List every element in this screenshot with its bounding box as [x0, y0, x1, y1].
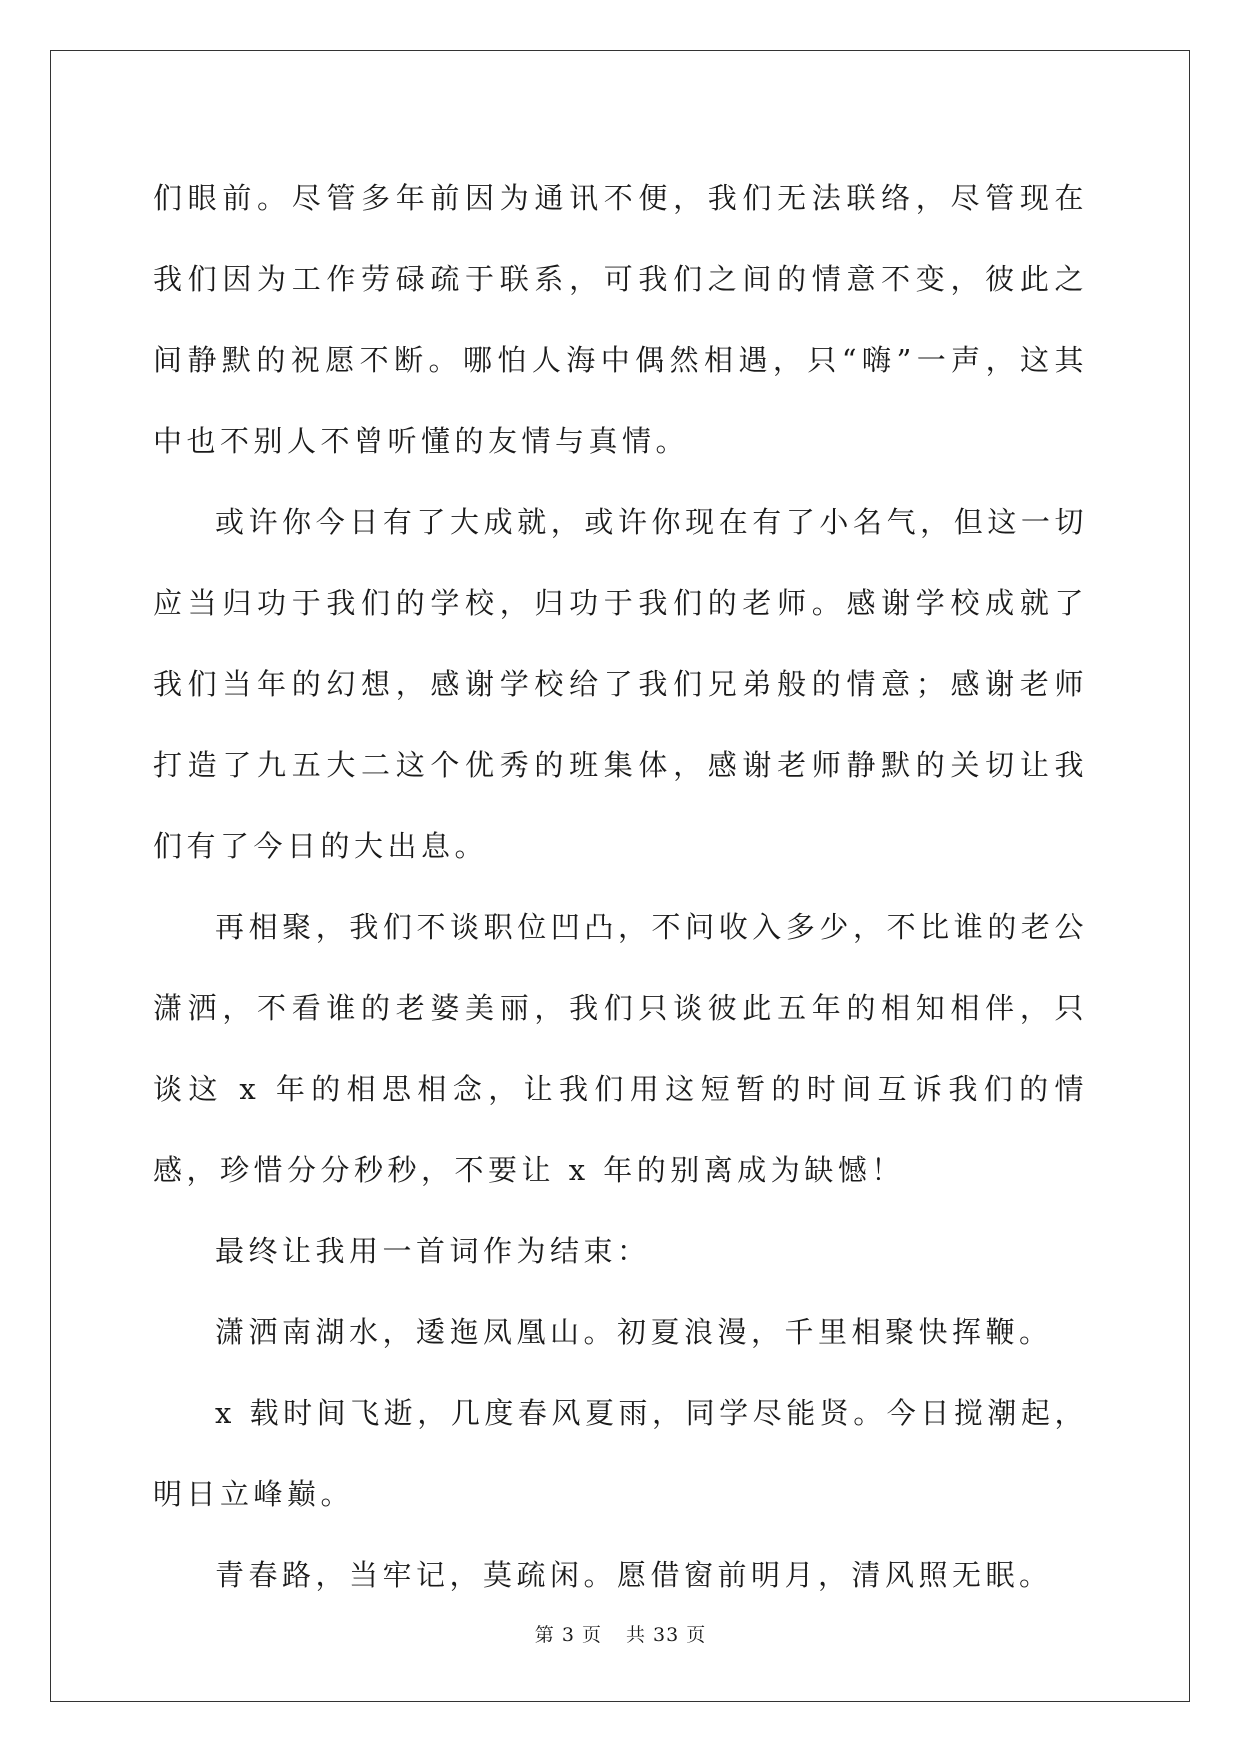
page-footer — [0, 1620, 1241, 1647]
paragraph-6: x 载时间飞逝，几度春风夏雨，同学尽能贤。今日搅潮起，明日立峰巅。 — [153, 1396, 1088, 1511]
paragraph-4: 最终让我用一首词作为结束： — [215, 1234, 651, 1268]
paragraph-1: 们眼前。尽管多年前因为通讯不便，我们无法联络，尽管现在我们因为工作劳碌疏于联系，可我们之间的情意不变，彼此之间静默的祝愿不断。哪怕人海中偶然相遇，只“嗨”一声，这其中也不别人不曾听懂的友情与真情。 — [153, 181, 1088, 458]
page-number: 第 3 页 — [534, 1624, 602, 1646]
document-body — [153, 158, 1088, 1616]
paragraph-2: 或许你今日有了大成就，或许你现在有了小名气，但这一切应当归功于我们的学校，归功于我们的老师。感谢学校成就了我们当年的幻想，感谢学校给了我们兄弟般的情意；感谢老师打造了九五大二这个优秀的班集体，感谢老师静默的关切让我们有了今日的大出息。 — [153, 505, 1088, 863]
page-total: 共 33 页 — [625, 1624, 707, 1646]
paragraph-7: 青春路，当牢记，莫疏闲。愿借窗前明月，清风照无眠。 — [215, 1558, 1053, 1592]
paragraph-5: 潇洒南湖水，逶迤凤凰山。初夏浪漫，千里相聚快挥鞭。 — [215, 1315, 1053, 1349]
paragraph-3: 再相聚，我们不谈职位凹凸，不问收入多少，不比谁的老公潇洒，不看谁的老婆美丽，我们只谈彼此五年的相知相伴，只谈这 x 年的相思相念，让我们用这短暂的时间互诉我们的情感，珍惜分分秒秒，不要让 x 年的别离成为缺憾！ — [153, 910, 1088, 1187]
